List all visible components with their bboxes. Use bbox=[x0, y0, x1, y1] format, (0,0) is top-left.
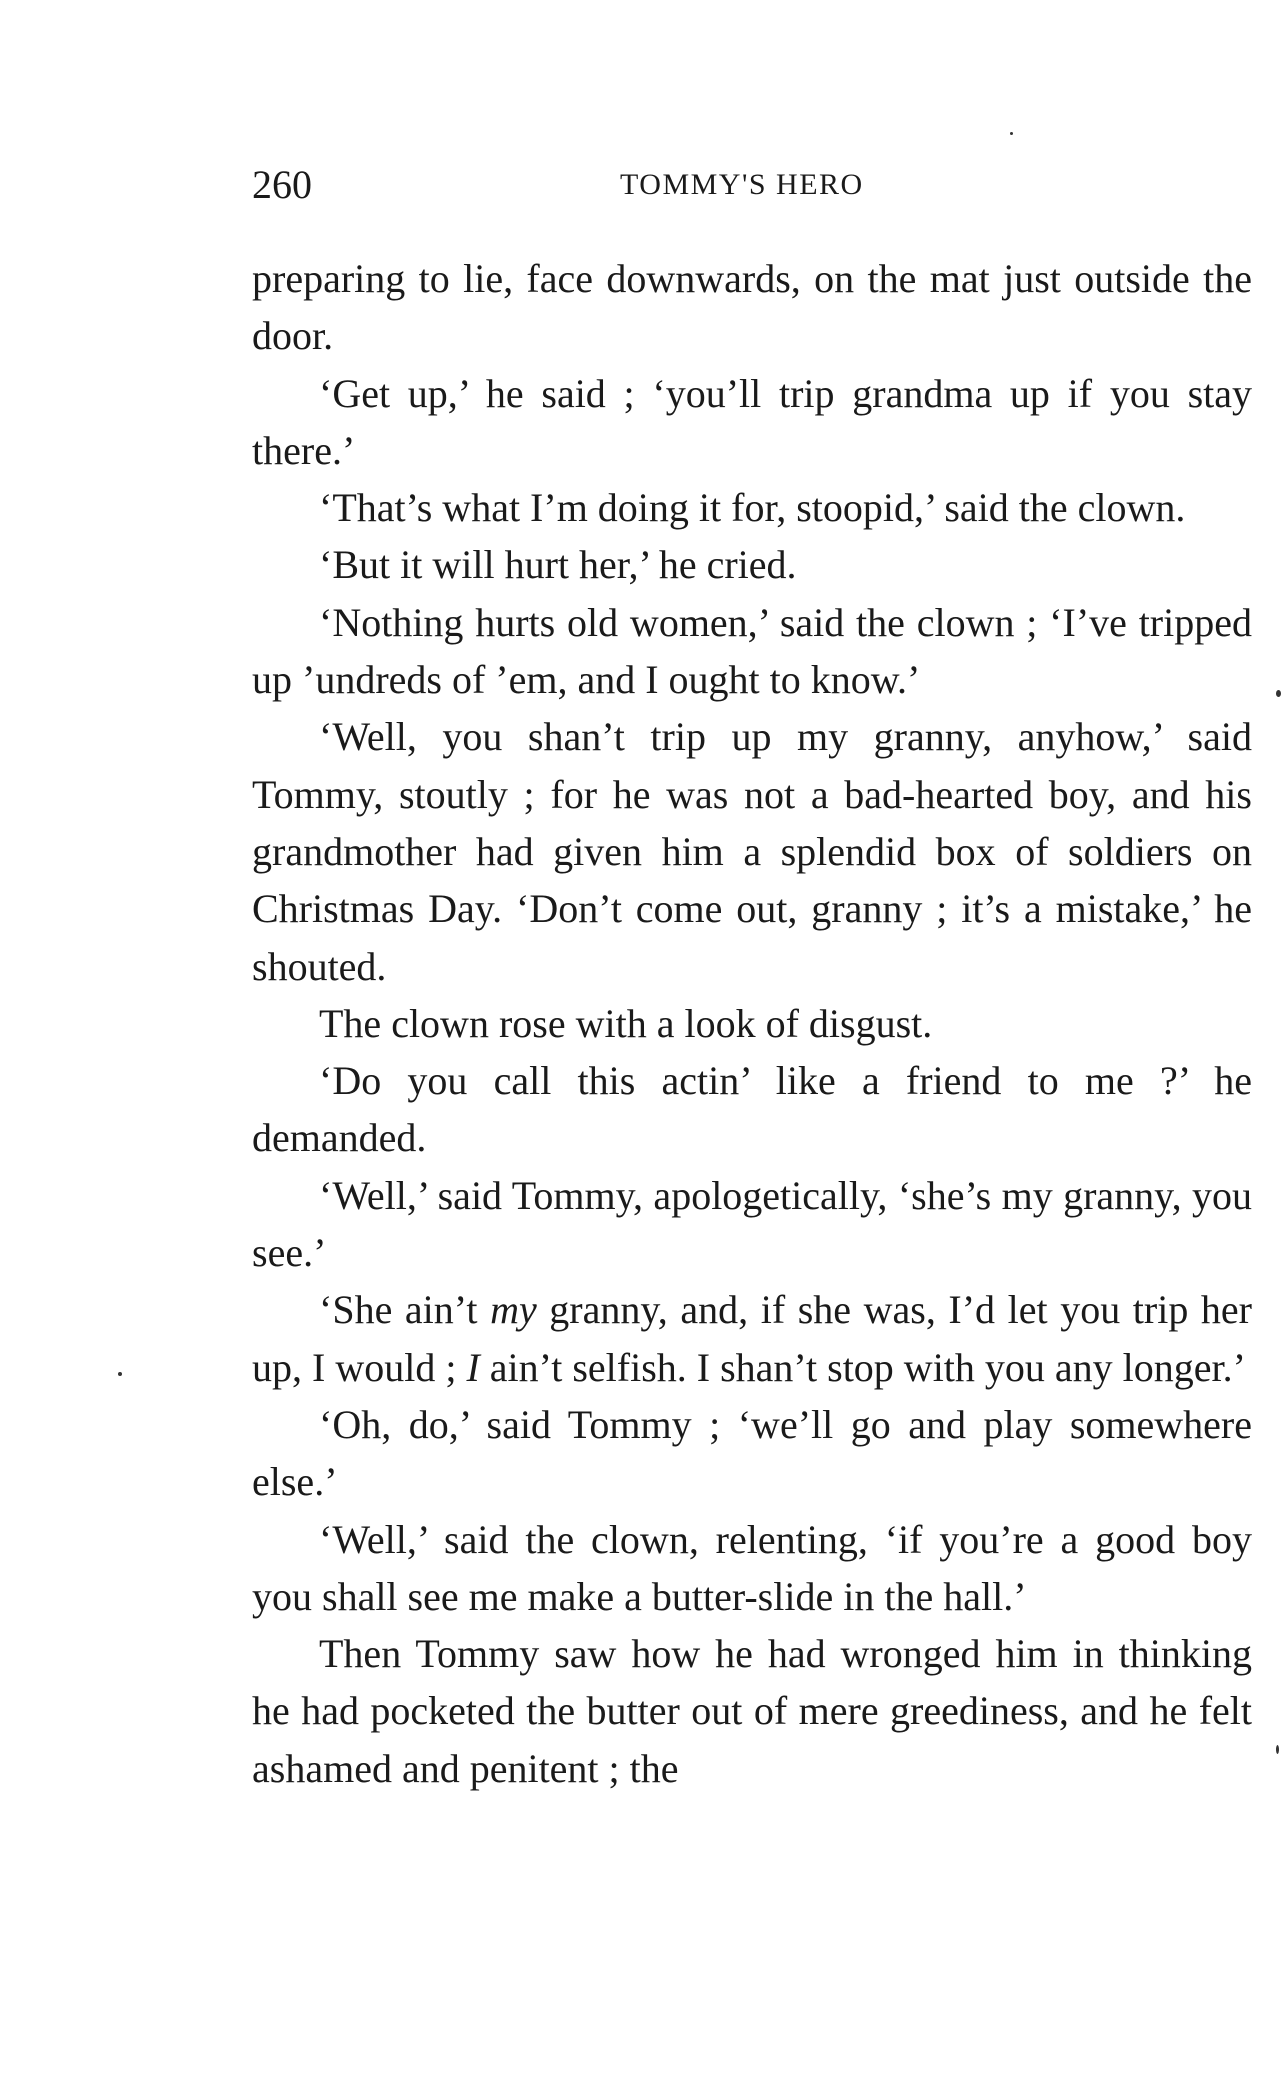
running-title: TOMMY'S HERO bbox=[620, 168, 864, 201]
text-run: preparing to lie, face downwards, on the mat just outside the door. bbox=[252, 256, 1252, 359]
paragraph bbox=[252, 365, 1252, 480]
text-run: ‘But it will hurt her,’ he cried. bbox=[319, 542, 797, 588]
paragraph bbox=[252, 1396, 1252, 1511]
text-run: ‘Well, you shan’t trip up my granny, anyhow,’ said Tommy, stoutly ; for he was not a bad-hearted boy, and his grandmother had given him a splendid box of soldiers on Christmas Day. ‘Don’t come out, granny ; it’s a mistake,’ he shouted. bbox=[252, 714, 1252, 989]
text-run: The clown rose with a look of disgust. bbox=[319, 1000, 933, 1046]
body-text bbox=[252, 250, 1252, 1797]
italic-text: I bbox=[466, 1344, 480, 1390]
margin-speck bbox=[118, 1372, 122, 1376]
paragraph bbox=[252, 536, 1252, 593]
text-run: ‘Do you call this actin’ like a friend to me ?’ he demanded. bbox=[252, 1058, 1252, 1161]
text-run: ‘Oh, do,’ said Tommy ; ‘we’ll go and play somewhere else.’ bbox=[252, 1401, 1252, 1505]
margin-speck bbox=[1010, 132, 1013, 135]
running-head bbox=[252, 160, 1252, 210]
paragraph bbox=[252, 1052, 1252, 1167]
paragraph bbox=[252, 1167, 1252, 1282]
paragraph bbox=[252, 594, 1252, 709]
text-run: ‘Well,’ said the clown, relenting, ‘if you’re a good boy you shall see me make a butter-slide in the hall.’ bbox=[252, 1516, 1252, 1619]
text-run: ain’t selfish. I shan’t stop with you any longer.’ bbox=[479, 1344, 1246, 1390]
text-run: ‘She ain’t bbox=[319, 1287, 491, 1333]
text-run: ‘Get up,’ he said ; ‘you’ll trip grandma up if you stay there.’ bbox=[252, 370, 1252, 473]
text-run: ‘Well,’ said Tommy, apologetically, ‘she’s my granny, you see.’ bbox=[252, 1172, 1252, 1276]
paragraph bbox=[252, 1281, 1252, 1396]
text-run: ‘That’s what I’m doing it for, stoopid,’ said the clown. bbox=[319, 485, 1186, 531]
paragraph bbox=[252, 708, 1252, 994]
italic-text: my bbox=[490, 1287, 537, 1333]
paragraph bbox=[252, 479, 1252, 536]
paragraph bbox=[252, 995, 1252, 1052]
page-number: 260 bbox=[252, 162, 312, 207]
text-run: Then Tommy saw how he had wronged him in thinking he had pocketed the butter out of mere greediness, and he felt ashamed and penitent ; the bbox=[252, 1631, 1252, 1791]
paragraph bbox=[252, 250, 1252, 365]
paragraph bbox=[252, 1625, 1252, 1797]
margin-speck bbox=[1276, 1745, 1279, 1754]
paragraph bbox=[252, 1511, 1252, 1626]
margin-speck bbox=[1276, 690, 1281, 697]
text-run: ‘Nothing hurts old women,’ said the clown ; ‘I’ve tripped up ’undreds of ’em, and I ought to know.’ bbox=[252, 599, 1252, 703]
text-run: granny, and, if she was, I’d let you trip her up, I would ; bbox=[252, 1287, 1252, 1390]
